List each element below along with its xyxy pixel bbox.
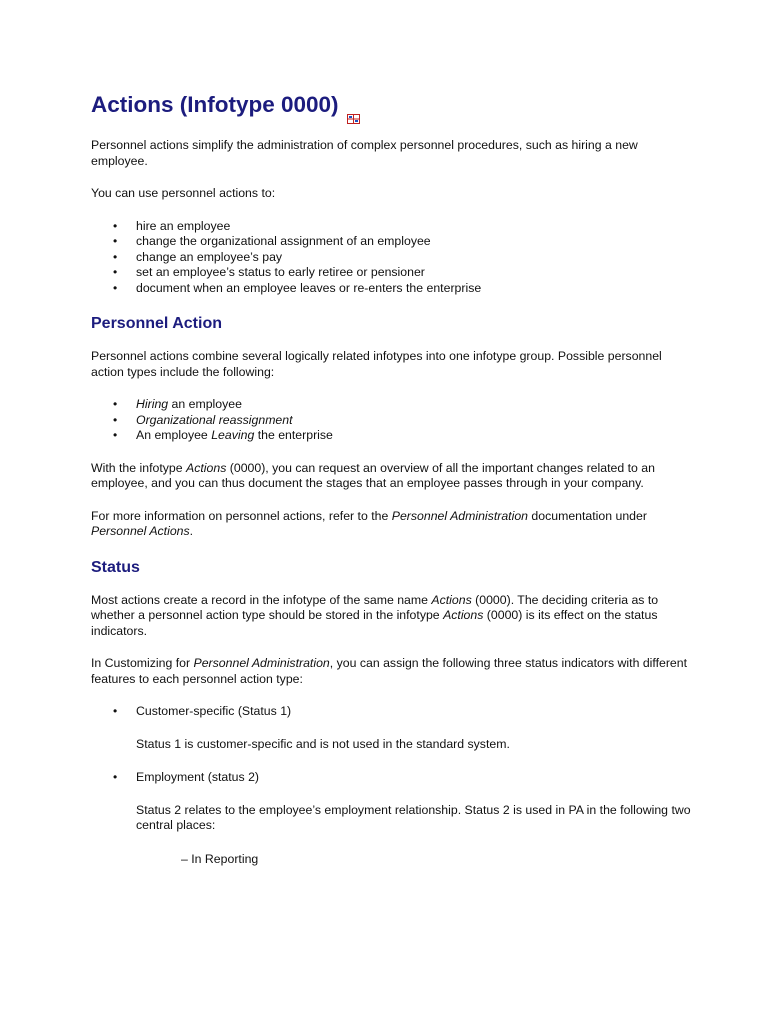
book-link-icon[interactable] — [347, 102, 360, 112]
action-types-list — [91, 397, 691, 444]
overview-paragraph: With the infotype Actions (0000), you can request an overview of all the important changes related to an employee, and you can thus document the stages that an employee passes through in your company. — [91, 460, 655, 490]
more-info-paragraph: For more information on personnel actions, refer to the Personnel Administration documentation under Personnel Actions. — [91, 508, 647, 538]
bullet: • — [113, 265, 118, 279]
bullet: • — [113, 234, 118, 248]
personnel-action-paragraph: Personnel actions combine several logically related infotypes into one infotype group. Possible personnel action types include the following: — [91, 349, 662, 379]
list-item: • set an employee’s status to early retiree or pensioner — [113, 265, 425, 279]
bullet: • — [113, 249, 118, 264]
list-item: • Hiring an employee — [113, 397, 242, 411]
document-content — [91, 90, 691, 867]
bullet: • — [113, 704, 118, 718]
list-item: • An employee Leaving the enterprise — [113, 428, 333, 442]
page-title — [91, 90, 691, 120]
list-item: • document when an employee leaves or re-enters the enterprise — [113, 280, 482, 295]
bullet: • — [113, 280, 118, 295]
bullet: • — [113, 412, 118, 427]
bullet: • — [113, 397, 118, 411]
bullet: • — [113, 770, 118, 784]
intro-paragraph: Personnel actions simplify the administration of complex personnel procedures, such as hiring a new employee. — [91, 138, 638, 168]
list-item-status-1: • Customer-specific (Status 1) — [113, 704, 292, 718]
page-title-text: Actions (Infotype 0000) — [91, 92, 339, 117]
status-list — [91, 704, 691, 720]
list-item: • change an employee’s pay — [113, 249, 283, 264]
list-item: • change the organizational assignment of an employee — [113, 234, 431, 248]
status-paragraph: Most actions create a record in the infotype of the same name Actions (0000). The deciding criteria as to whether a personnel action type should be stored in the infotype Actions (0000) is its effect on the status indicators. — [91, 592, 659, 638]
list-item: • hire an employee — [113, 218, 231, 233]
use-list — [91, 219, 691, 297]
status-2-description: Status 2 relates to the employee’s employment relationship. Status 2 is used in PA in the following two central places: — [136, 802, 691, 832]
list-item-status-2: • Employment (status 2) — [113, 770, 260, 784]
status-2-place-reporting: – In Reporting — [181, 851, 259, 866]
list-item: • Organizational reassignment — [113, 412, 293, 427]
customizing-paragraph: In Customizing for Personnel Administration, you can assign the following three status indicators with different features to each personnel action type: — [91, 656, 688, 686]
bullet: • — [113, 218, 118, 233]
use-lead: You can use personnel actions to: — [91, 186, 276, 200]
status-1-description: Status 1 is customer-specific and is not used in the standard system. — [136, 736, 510, 751]
section-heading-status: Status — [91, 558, 140, 576]
status-list-2 — [91, 770, 691, 786]
section-heading-personnel-action: Personnel Action — [91, 315, 222, 332]
bullet: • — [113, 428, 118, 442]
